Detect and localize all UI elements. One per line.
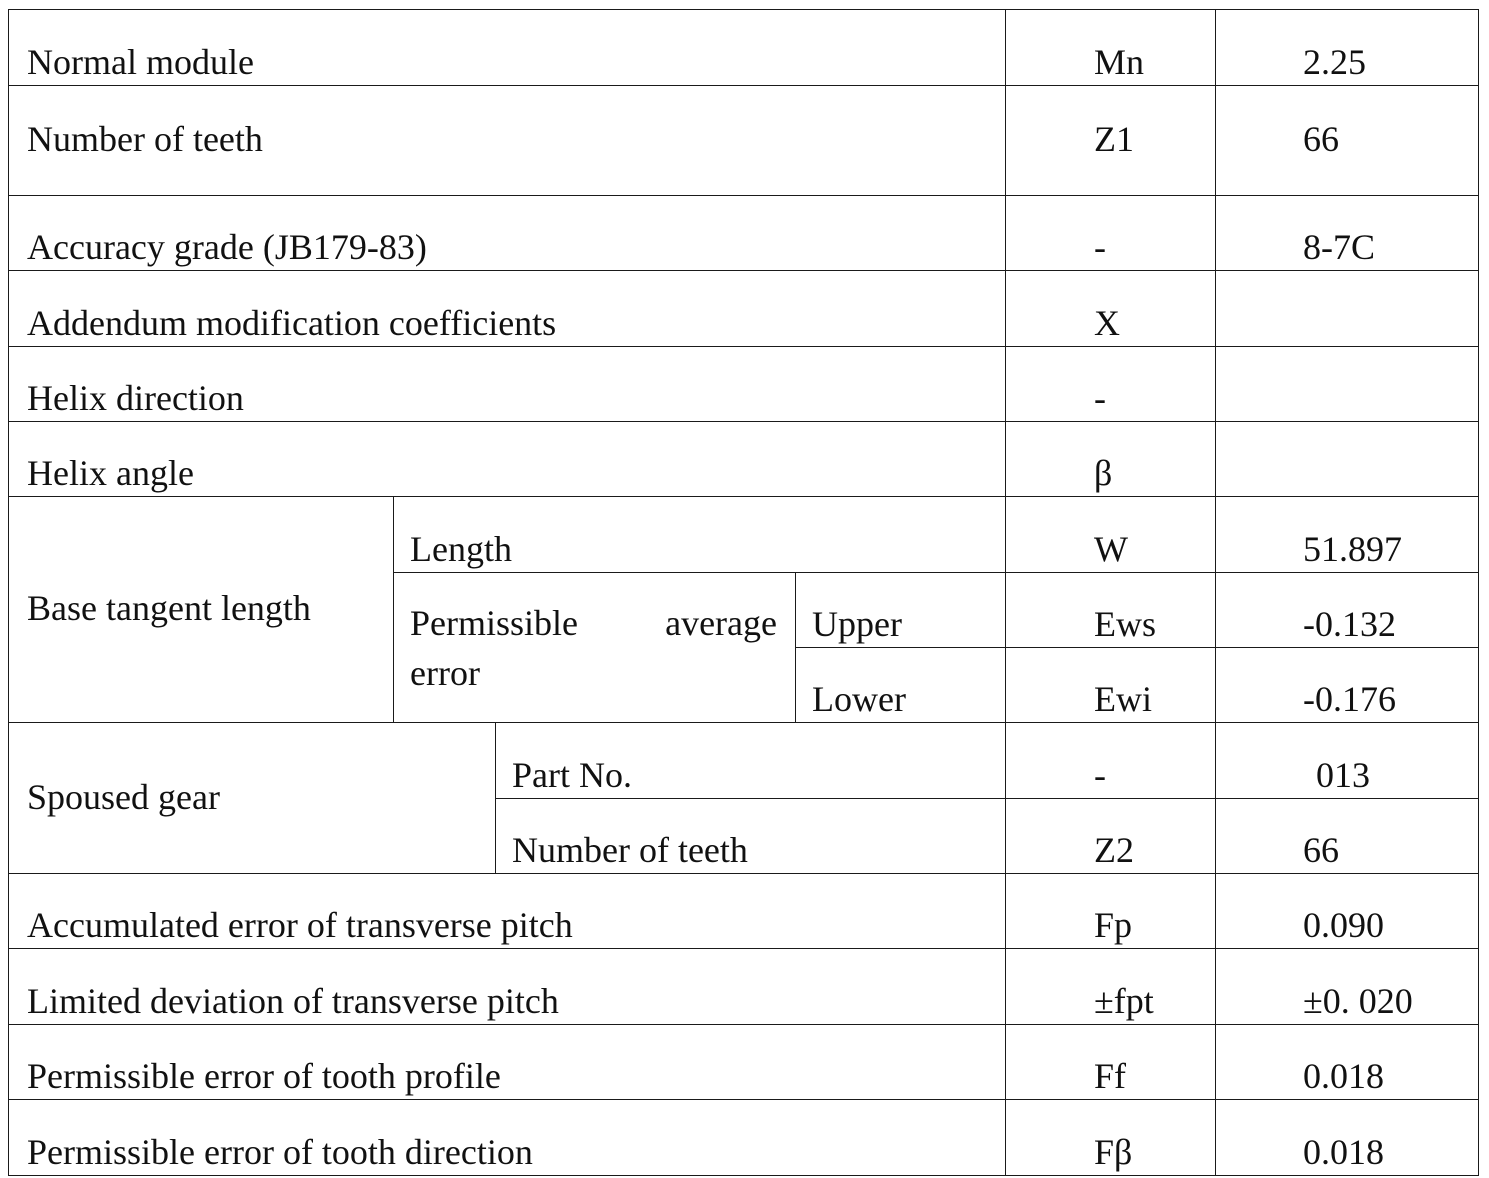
row-tooth-profile <box>9 1025 1479 1100</box>
permissible-line-2: error <box>410 652 480 693</box>
row-accumulated-error <box>9 874 1479 949</box>
helix-direction-label: Helix direction <box>9 347 1006 422</box>
tooth-direction-label: Permissible error of tooth direction <box>9 1100 1006 1176</box>
part-no-symbol: - <box>1006 723 1216 799</box>
normal-module-symbol: Mn <box>1006 10 1216 86</box>
row-number-of-teeth <box>9 86 1479 196</box>
part-no-value: 013 <box>1216 723 1479 799</box>
gear-parameter-table <box>8 9 1479 1176</box>
row-base-tangent-length <box>9 497 1479 573</box>
helix-direction-symbol: - <box>1006 347 1216 422</box>
spoused-teeth-symbol: Z2 <box>1006 799 1216 874</box>
helix-direction-value <box>1216 347 1479 422</box>
row-helix-direction <box>9 347 1479 422</box>
normal-module-label: Normal module <box>9 10 1006 86</box>
lower-label: Lower <box>796 648 1006 723</box>
tooth-direction-value: 0.018 <box>1216 1100 1479 1176</box>
lower-value: -0.176 <box>1216 648 1479 723</box>
tooth-profile-value: 0.018 <box>1216 1025 1479 1100</box>
number-of-teeth-symbol: Z1 <box>1006 86 1216 196</box>
lower-symbol: Ewi <box>1006 648 1216 723</box>
limited-deviation-label: Limited deviation of transverse pitch <box>9 949 1006 1025</box>
limited-deviation-value: ±0. 020 <box>1216 949 1479 1025</box>
tooth-profile-label: Permissible error of tooth profile <box>9 1025 1006 1100</box>
permissible-line-1: Permissible average <box>410 602 777 643</box>
limited-deviation-symbol: ±fpt <box>1006 949 1216 1025</box>
base-tangent-label: Base tangent length <box>9 497 394 723</box>
accuracy-grade-label: Accuracy grade (JB179-83) <box>9 196 1006 271</box>
accuracy-grade-symbol: - <box>1006 196 1216 271</box>
tooth-direction-symbol: Fβ <box>1006 1100 1216 1176</box>
number-of-teeth-label: Number of teeth <box>9 86 1006 196</box>
addendum-label: Addendum modification coefficients <box>9 271 1006 347</box>
helix-angle-label: Helix angle <box>9 422 1006 497</box>
accuracy-grade-value: 8-7C <box>1216 196 1479 271</box>
helix-angle-value <box>1216 422 1479 497</box>
normal-module-value: 2.25 <box>1216 10 1479 86</box>
spoused-gear-label: Spoused gear <box>9 723 496 874</box>
base-tangent-length-label: Length <box>394 497 1006 573</box>
row-limited-deviation <box>9 949 1479 1025</box>
helix-angle-symbol: β <box>1006 422 1216 497</box>
addendum-value <box>1216 271 1479 347</box>
row-spoused-part-no <box>9 723 1479 799</box>
spoused-teeth-value: 66 <box>1216 799 1479 874</box>
tooth-profile-symbol: Ff <box>1006 1025 1216 1100</box>
upper-value: -0.132 <box>1216 573 1479 648</box>
addendum-symbol: X <box>1006 271 1216 347</box>
row-accuracy-grade <box>9 196 1479 271</box>
upper-label: Upper <box>796 573 1006 648</box>
row-normal-module <box>9 10 1479 86</box>
number-of-teeth-value: 66 <box>1216 86 1479 196</box>
row-tooth-direction <box>9 1100 1479 1176</box>
base-tangent-length-value: 51.897 <box>1216 497 1479 573</box>
part-no-label: Part No. <box>496 723 1006 799</box>
accumulated-error-symbol: Fp <box>1006 874 1216 949</box>
accumulated-error-label: Accumulated error of transverse pitch <box>9 874 1006 949</box>
spoused-teeth-label: Number of teeth <box>496 799 1006 874</box>
accumulated-error-value: 0.090 <box>1216 874 1479 949</box>
row-helix-angle <box>9 422 1479 497</box>
row-addendum <box>9 271 1479 347</box>
upper-symbol: Ews <box>1006 573 1216 648</box>
permissible-average-error-label <box>394 573 796 723</box>
base-tangent-length-symbol: W <box>1006 497 1216 573</box>
